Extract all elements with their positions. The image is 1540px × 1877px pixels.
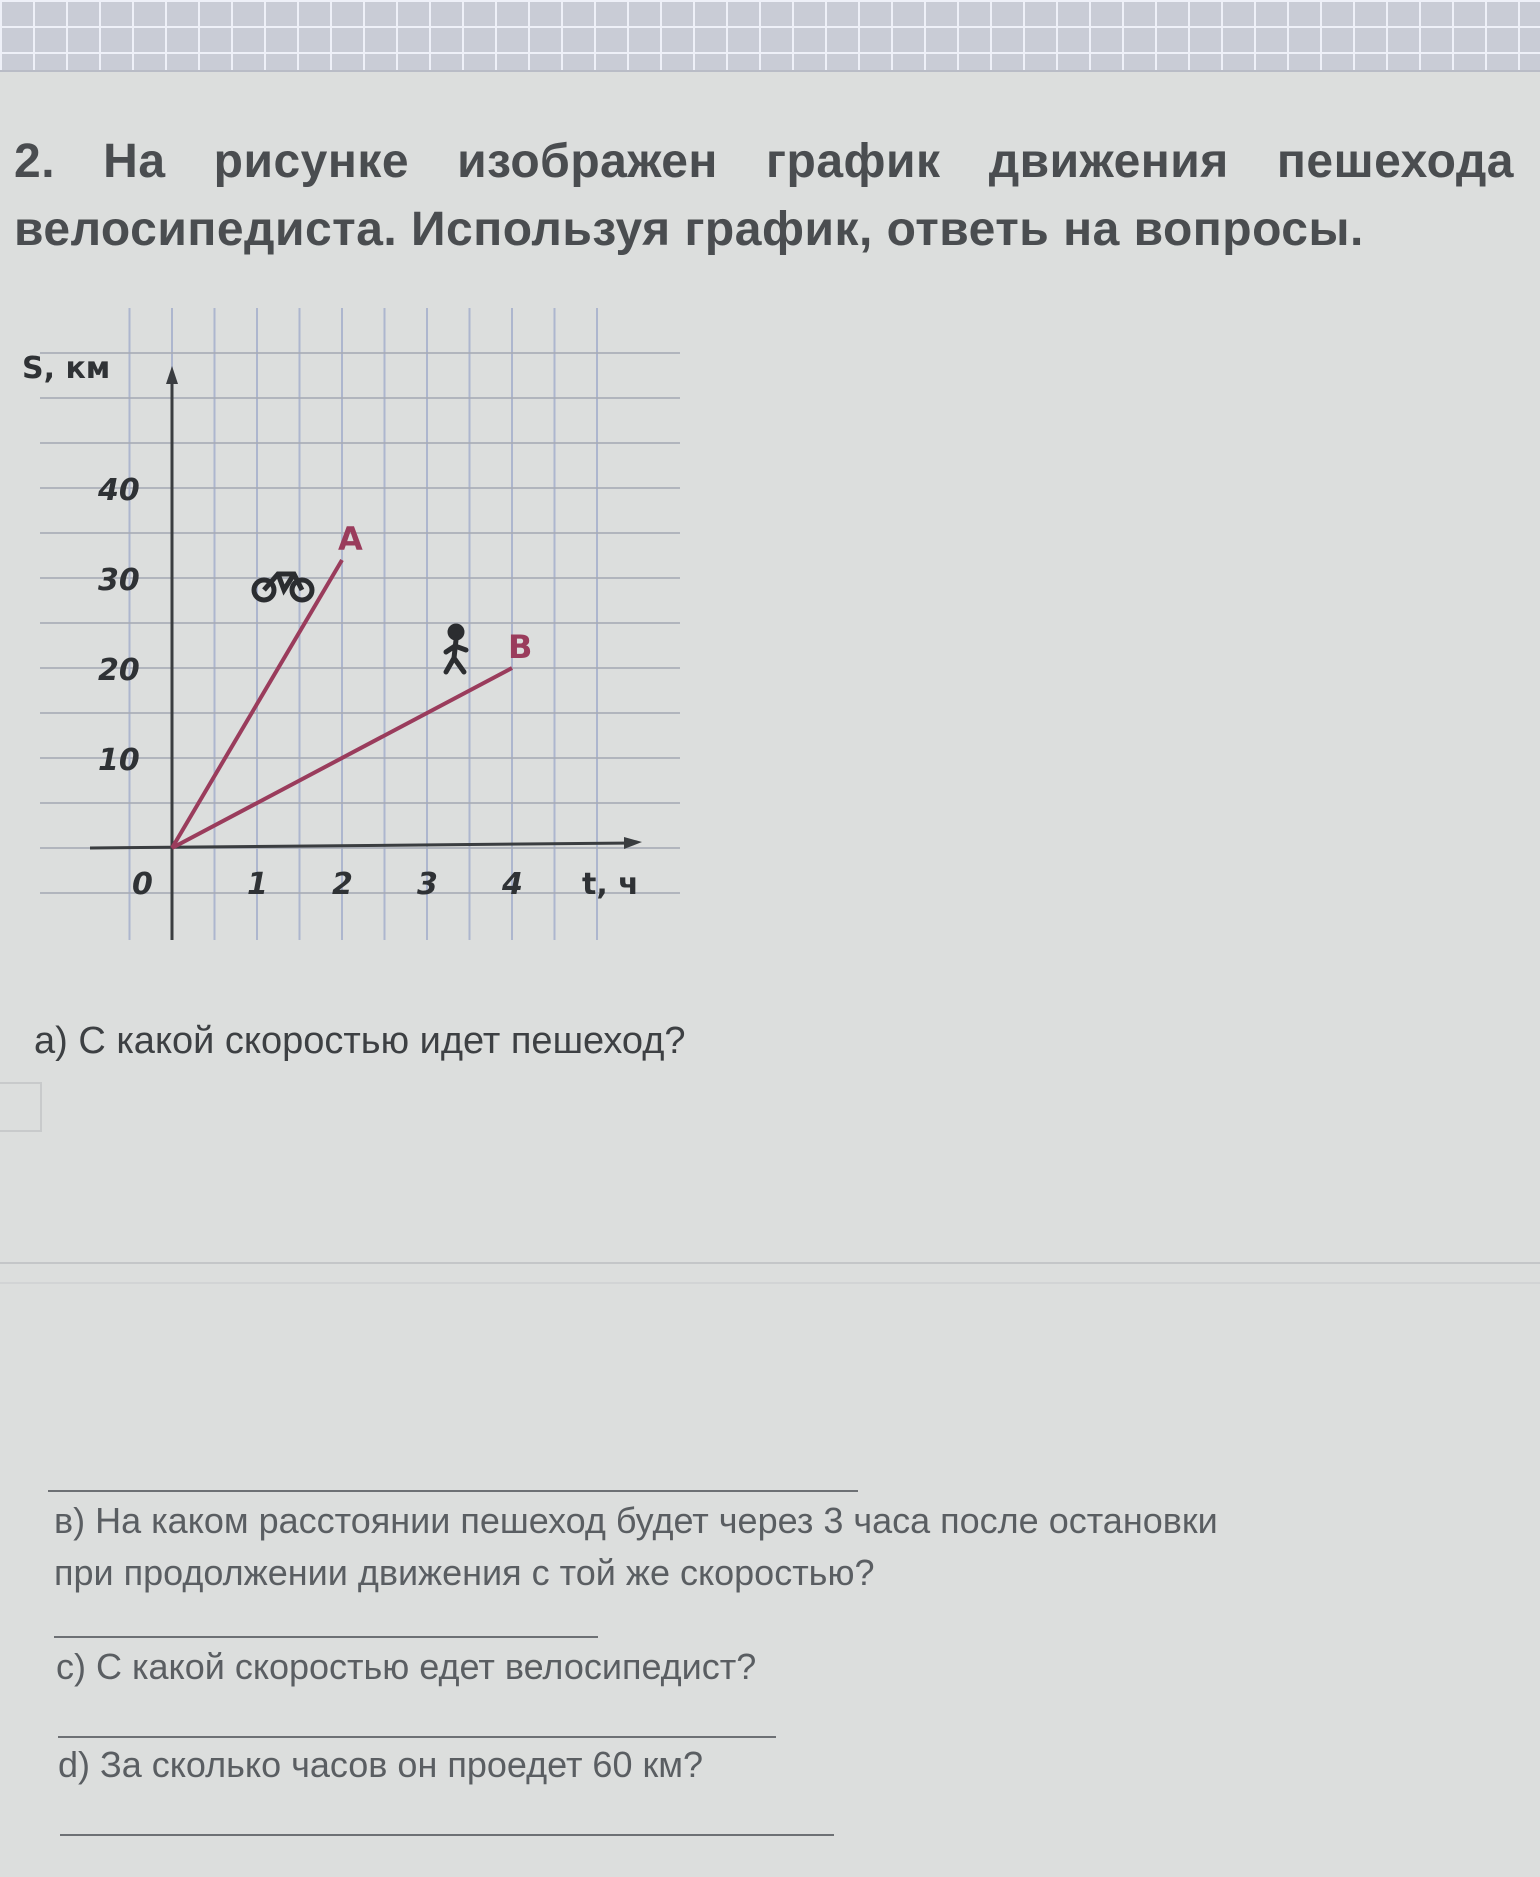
question-a: а) С какой скоростью идет пешеход? bbox=[34, 1020, 686, 1062]
question-d: d) За сколько часов он проедет 60 км? bbox=[58, 1744, 703, 1785]
y-axis-arrow bbox=[166, 366, 178, 384]
graph-paper-strip bbox=[0, 0, 1540, 72]
answer-line-c[interactable] bbox=[58, 1736, 776, 1738]
answer-box-stub bbox=[0, 1082, 42, 1132]
pedestrian-icon bbox=[446, 626, 466, 672]
x-tick-label: 0 bbox=[132, 867, 153, 902]
series-end-label: A bbox=[338, 520, 363, 558]
page-fold-line bbox=[0, 1262, 1540, 1264]
x-tick-label: 1 bbox=[247, 867, 268, 902]
question-b-continued: при продолжении движения с той же скоростью? bbox=[54, 1552, 875, 1593]
x-tick-label: 2 bbox=[332, 867, 353, 902]
tick-labels bbox=[97, 473, 523, 902]
bicycle-frame bbox=[264, 574, 302, 590]
y-tick-label: 40 bbox=[98, 473, 140, 508]
question-c: с) С какой скоростью едет велосипедист? bbox=[56, 1646, 757, 1687]
task-title: 2. На рисунке изображен график движения пешехода велосипедиста. Используя график, ответь на вопросы. bbox=[14, 135, 1514, 256]
chart-axes bbox=[90, 366, 642, 940]
x-axis-label: t, ч bbox=[582, 867, 639, 902]
answer-line-a[interactable] bbox=[48, 1490, 858, 1492]
y-tick-label: 10 bbox=[98, 743, 140, 778]
y-tick-label: 30 bbox=[98, 563, 140, 598]
pedestrian-head bbox=[450, 626, 462, 638]
x-tick-label: 4 bbox=[502, 867, 523, 902]
y-tick-label: 20 bbox=[98, 653, 140, 688]
motion-chart bbox=[0, 300, 700, 960]
question-b: в) На каком расстоянии пешеход будет через 3 часа после остановки bbox=[54, 1500, 1218, 1541]
page-fold-line-2 bbox=[0, 1282, 1540, 1284]
chart-series bbox=[172, 520, 532, 848]
answer-line-d[interactable] bbox=[60, 1834, 834, 1836]
series-end-label: B bbox=[508, 628, 533, 666]
y-axis-label: S, км bbox=[22, 351, 111, 386]
x-tick-label: 3 bbox=[417, 867, 438, 902]
chart-svg bbox=[0, 300, 700, 960]
answer-line-b[interactable] bbox=[54, 1636, 598, 1638]
